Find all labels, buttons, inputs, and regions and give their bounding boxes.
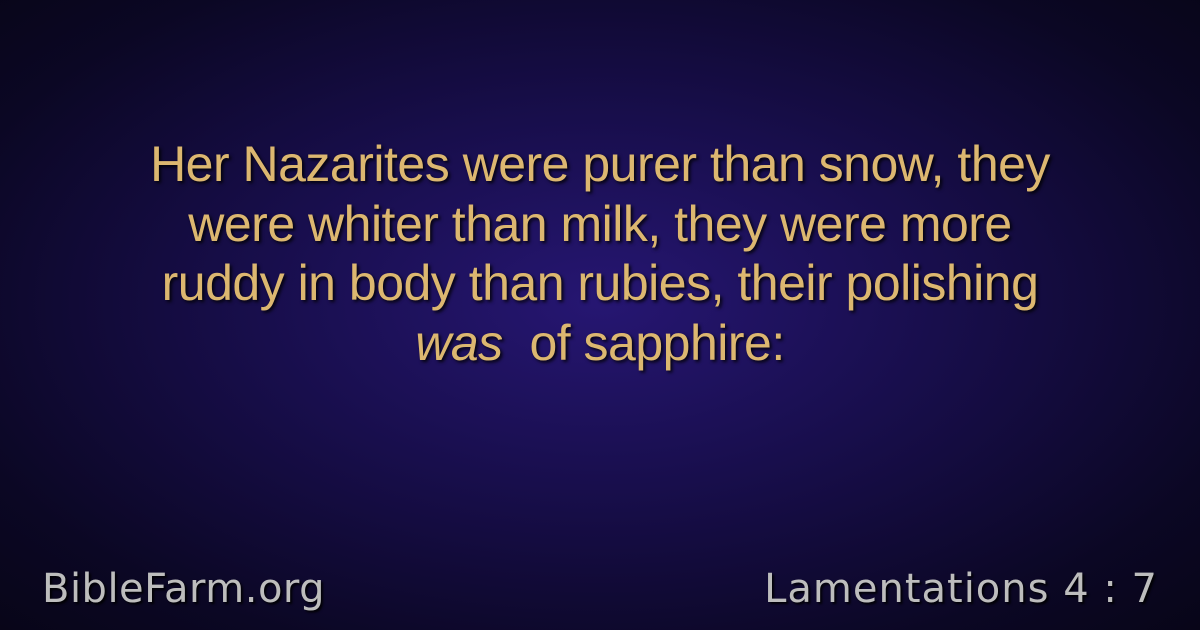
verse-line-4-rest: of sapphire: [529,314,785,371]
verse-line-2: were whiter than milk, they were more [188,195,1012,252]
verse-text [40,135,1160,373]
verse-line-3: ruddy in body than rubies, their polishing [161,255,1039,311]
verse-line-4 [40,314,1160,374]
site-name: BibleFarm.org [42,566,326,612]
verse-reference: Lamentations 4 : 7 [764,566,1158,612]
verse-line-1: Her Nazarites were purer than snow, they [150,136,1050,192]
verse-italic-word: was [415,314,503,371]
